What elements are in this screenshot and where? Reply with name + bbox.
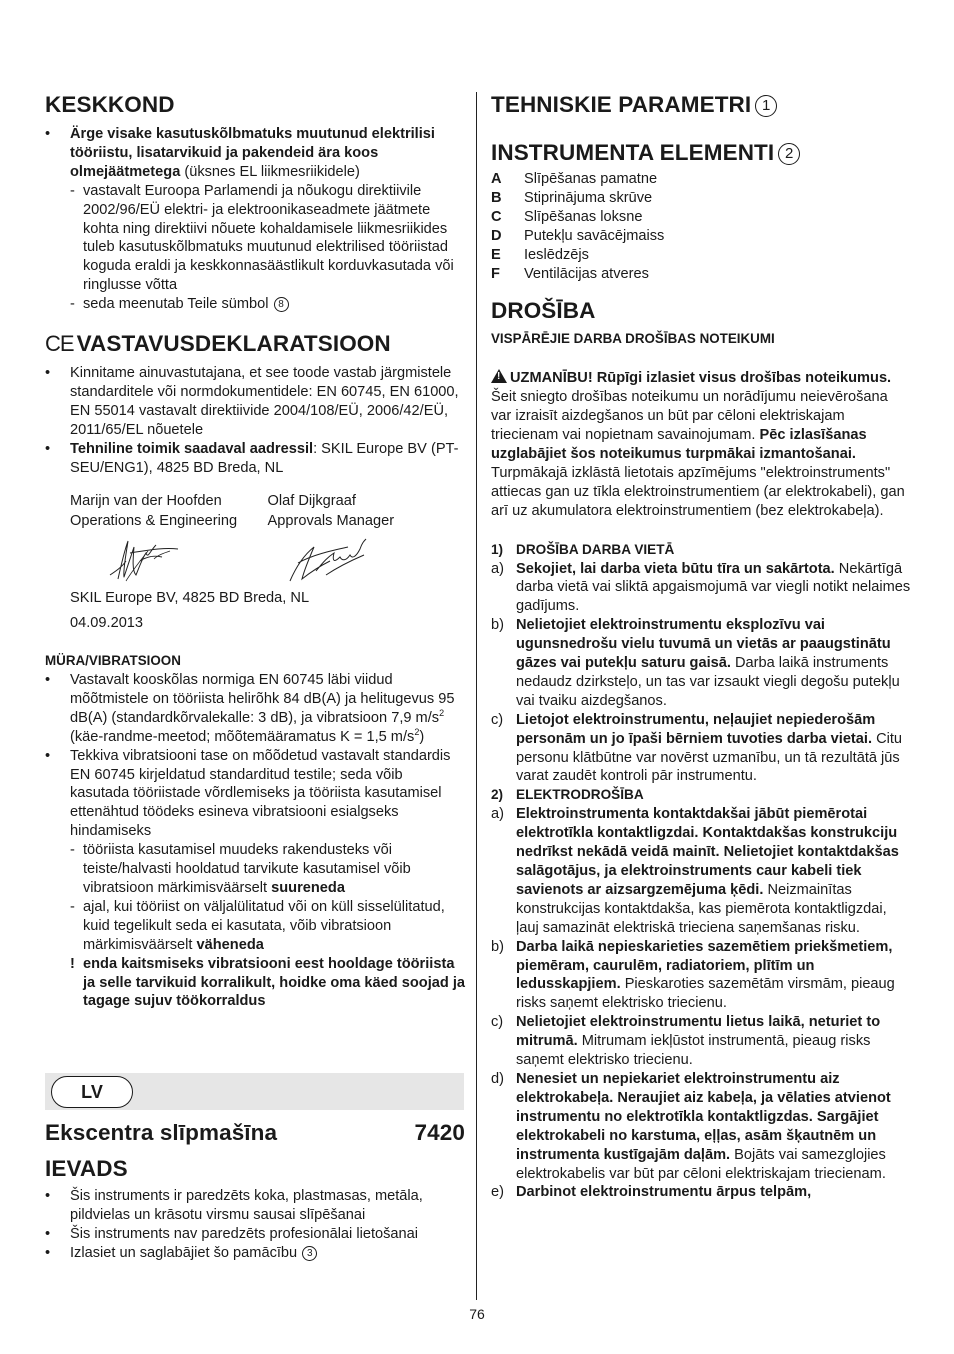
mura-dash-1-bold: suureneda <box>271 880 345 896</box>
bullet-mark: • <box>45 747 51 764</box>
section-title: ELEKTRODROŠĪBA <box>516 787 644 803</box>
exclamation-mark-icon: ! <box>70 955 75 972</box>
element-label: Slīpēšanas pamatne <box>524 171 658 187</box>
item-letter: e) <box>491 1184 504 1201</box>
element-letter: A <box>491 171 502 187</box>
keskkond-dash-1 <box>45 182 465 295</box>
item-bold: Darba laikā nepieskarieties sazemētiem priekšmetiem, piemēram, caurulēm, radiatoriem, plītīm un ledusskapjiem. <box>516 938 893 993</box>
list-item <box>491 170 911 189</box>
signature-1-image <box>70 531 190 589</box>
signatories <box>45 492 465 532</box>
left-column <box>45 88 465 1011</box>
section-1c <box>491 711 911 787</box>
section-1a <box>491 560 911 617</box>
declaration-date: 04.09.2013 <box>70 615 144 632</box>
signatory-2-name: Olaf Dijkgraaf <box>267 492 356 509</box>
section-2c <box>491 1013 911 1070</box>
mura-text-c: ) <box>419 728 425 745</box>
vastavus-title: VASTAVUSDEKLARATSIOON <box>76 331 391 357</box>
page-number: 76 <box>469 1306 485 1322</box>
vastavus-heading <box>45 331 465 357</box>
keskkond-dash-2 <box>45 295 465 314</box>
warning-text-2: Turpmākajā izklāstā lietotais apzīmējums "elektroinstruments" attiecas gan uz tīkla elektroinstrumentiem (ar elektrokabeli), gan arī uz akumulatora elektroinstrumentiem (bez elektrokabeļa). <box>491 464 905 519</box>
language-badge: LV <box>51 1076 133 1108</box>
warning-triangle-icon <box>491 369 507 383</box>
element-label: Ventilācijas atveres <box>524 265 649 282</box>
dash-mark: - <box>70 898 75 915</box>
item-text: Citu personu klātbūtne var novērst uzmanību, un tā rezultātā jūs varat zaudēt kontroli pār instrumentu. <box>516 730 903 785</box>
element-letter: F <box>491 265 500 282</box>
ievads-heading: IEVADS <box>45 1156 128 1181</box>
keskkond-heading: KESKKOND <box>45 92 175 117</box>
ce-mark-icon: CE <box>45 331 74 357</box>
bullet-mark: • <box>45 440 51 457</box>
keskkond-bullet-1 <box>45 125 465 182</box>
tech-params-heading <box>491 92 911 118</box>
circled-number-1-icon: 1 <box>755 95 777 117</box>
item-letter: a) <box>491 560 504 577</box>
section-2a <box>491 805 911 937</box>
warning-bold-1: UZMANĪBU! Rūpīgi izlasiet visus drošības noteikumus. <box>510 370 892 387</box>
mura-bullet-2 <box>45 747 465 842</box>
item-letter: b) <box>491 938 504 955</box>
dash-mark: - <box>70 296 75 313</box>
signatory-1-role: Operations & Engineering <box>70 513 238 530</box>
element-letter: D <box>491 227 502 244</box>
vastavus-rest-text: : SKIL Europe BV (PT-SEU/ENG1), 4825 BD Breda, NL <box>70 440 459 476</box>
mura-exclamation-text: enda kaitsmiseks vibratsiooni eest hooldage tööriista ja selle tarvikuid korralikult, hoidke oma käed soojad ja tagage sujuv töökorraldus <box>83 955 466 1010</box>
drosiba-heading: DROŠĪBA <box>491 298 596 324</box>
item-letter: b) <box>491 617 504 634</box>
product-name: Ekscentra slīpmašīna <box>45 1120 278 1145</box>
item-text: Bojāts vai samezglojies elektrokabelis var būt par cēloni elektriskajam triecienam. <box>516 1146 886 1182</box>
tech-params-title: TEHNISKIE PARAMETRI <box>491 92 752 117</box>
dash-mark: - <box>70 842 75 859</box>
item-bold: Nenesiet un nepiekariet elektroinstrumentu aiz elektrokabeļa. Neraujiet aiz kabeļa, ja vēlaties atvienot instrumentu no elektrotīkla kontaktligzdas. Sargājiet elektrokabeli no karstuma, eļļas, asām šķautnēm un instrumenta kustīgajām daļām. <box>516 1070 891 1163</box>
mura-dash-1-text: tööriista kasutamisel muudeks rakendusteks või teiste/halvasti hooldatud tarvikute kasutamisel võib vibratsioon märkimisväärselt <box>83 842 411 896</box>
section-2b <box>491 938 911 1014</box>
language-bar <box>45 1073 464 1110</box>
element-letter: B <box>491 189 502 206</box>
circled-number-8-icon: 8 <box>274 297 289 312</box>
general-safety-heading: VISPĀRĒJIE DARBA DROŠĪBAS NOTEIKUMI <box>491 331 775 347</box>
mura-bullet-1 <box>45 671 465 747</box>
bullet-mark: • <box>45 1244 51 1261</box>
signature-2-image <box>268 531 388 589</box>
keskkond-rest-text: (üksnes EL liikmesriikidele) <box>180 163 360 180</box>
list-item <box>491 265 911 284</box>
vastavus-bullet-1-text: Kinnitame ainuvastutajana, et see toode vastab järgmistele standarditele või normdokumentidele: EN 60745, EN 61000, EN 55014 vastavalt direktiivide 2004/108/EÜ, 2006/42/EÜ, 2011/65/EL nõuetele <box>70 365 459 438</box>
superscript: 2 <box>439 707 445 718</box>
section-2d <box>491 1070 911 1183</box>
elements-list <box>491 170 911 283</box>
superscript: 2 <box>414 726 420 737</box>
ievads-bullet-1-text: Šis instruments ir paredzēts koka, plastmasas, metāla, pildvielas un krāsotu virsmu sausai slīpēšanai <box>70 1188 423 1223</box>
ievads-bullet-2-text: Šis instruments nav paredzēts profesionālai lietošanai <box>70 1225 419 1242</box>
bullet-mark: • <box>45 1225 51 1242</box>
item-bold: Sekojiet, lai darba vieta būtu tīra un sakārtota. <box>516 560 835 577</box>
lv-intro <box>45 1120 465 1263</box>
keskkond-dash-1-text: vastavalt Euroopa Parlamendi ja nõukogu direktiivile 2002/96/EÜ elektri- ja elektroonikaseadmete jäätmete kohta ning direktiivi nõuete kohaldamisele liikmesriikides tuleb kasutuskõlbmatuks muutunud elektrilised tööriistad koguda eraldi ja keskkonnasäästlikult korduvkasutada või ringlusse võtta <box>83 182 454 294</box>
circled-number-3-icon: 3 <box>302 1246 317 1261</box>
warning-text-1: Šeit sniegto drošības noteikumu un norādījumu neievērošana var izraisīt aizdegšanos un būt par cēloni elektriskajam triecienam vai nopietnam savainojumam. <box>491 389 888 444</box>
keskkond-dash-2-text: seda meenutab Teile sümbol <box>83 296 269 313</box>
item-bold: Elektroinstrumenta kontaktdakšai jābūt piemērotai elektrotīkla kontaktligzdai. Kontaktdakšas konstrukciju nedrīkst nekādā veidā mainīt. Nelietojiet kontaktdakšas salāgotājus, ja elektroinstruments caur kabeli tiek savienots ar aizsargzemējuma ķēdi. <box>516 806 899 898</box>
bullet-mark: • <box>45 672 51 689</box>
column-divider <box>476 92 477 1300</box>
element-letter: C <box>491 208 502 225</box>
right-column <box>491 88 911 1202</box>
product-model: 7420 <box>414 1120 465 1145</box>
section-title: DROŠĪBA DARBA VIETĀ <box>516 541 675 557</box>
item-letter: c) <box>491 1014 504 1031</box>
item-text: Mitrumam iekļūstot instrumentā, pieaug risks saņemt elektrisko triecienu. <box>516 1033 871 1069</box>
warning-bold-2: Pēc izlasīšanas uzglabājiet šos noteikumus turpmākai izmantošanai. <box>491 427 867 462</box>
element-label: Stiprinājuma skrūve <box>524 189 653 206</box>
section-2e <box>491 1183 911 1202</box>
item-bold: Darbinot elektroinstrumentu ārpus telpām, <box>516 1184 812 1201</box>
vastavus-bullet-1 <box>45 364 465 440</box>
dash-mark: - <box>70 182 75 199</box>
bullet-mark: • <box>45 365 51 382</box>
item-text: Pieskaroties sazemētām virsmām, pieaug risks saņemt elektrisko triecienu. <box>516 976 895 1012</box>
item-letter: c) <box>491 711 504 728</box>
item-bold: Lietojot elektroinstrumentu, neļaujiet nepiederošām personām un jo īpaši bērniem tuvoties darba vietai. <box>516 711 876 747</box>
mura-dash-2-bold: väheneda <box>196 936 264 953</box>
section-1b <box>491 616 911 711</box>
mura-heading: MÜRA/VIBRATSIOON <box>45 653 181 669</box>
item-text: Darba laikā instruments nedaudz dzirksteļo, un tas var izsaukt viegli degošu putekļu vai tvaiku aizdegšanos. <box>516 655 900 709</box>
bullet-mark: • <box>45 126 51 142</box>
company-address: SKIL Europe BV, 4825 BD Breda, NL <box>70 590 310 607</box>
instrument-elements-heading <box>491 140 911 166</box>
mura-text-b: (käe-randme-meetod; mõõtemääramatus K = 1,5 m/s <box>70 728 415 745</box>
keskkond-bold-text: Ärge visake kasutuskõlbmatuks muutunud elektrilisi tööriistu, lisatarvikuid ja pakendeid ära koos olmejäätmetega <box>70 126 435 180</box>
mura-text-a: Vastavalt kooskõlas normiga EN 60745 läbi viidud mõõtmistele on tööriista helirõhk 84 dB(A) ja helitugevus 95 dB(A) (standardkõrvalekalle: 3 dB), ja vibratsioon 7,9 m/s <box>70 672 455 726</box>
instrument-elements-title: INSTRUMENTA ELEMENTI <box>491 140 775 165</box>
element-label: Slīpēšanas loksne <box>524 208 643 225</box>
vastavus-bold-text: Tehniline toimik saadaval aadressil <box>70 440 314 457</box>
vastavus-bullet-2 <box>45 440 465 478</box>
item-bold: Nelietojiet elektroinstrumentu lietus laikā, neturiet to mitrumā. <box>516 1014 881 1050</box>
ievads-bullet-2 <box>45 1225 465 1244</box>
signature-images <box>45 531 465 589</box>
section-number: 2) <box>491 787 504 803</box>
mura-dash-1 <box>45 841 465 898</box>
bullet-mark: • <box>45 1188 51 1204</box>
ievads-bullet-1 <box>45 1187 465 1225</box>
mura-bullet-2-text: Tekkiva vibratsiooni tase on mõõdetud vastavalt standardis EN 60745 kirjeldatud standarditud testile; seda võib kasutada tööriistade võrdlemiseks ja tööriista kasutamisel ettenähtud töödeks esineva vibratsiooni esialgseks hindamiseks <box>70 747 451 840</box>
section-2-heading <box>491 786 911 805</box>
ievads-bullet-3 <box>45 1244 465 1263</box>
item-bold: Nelietojiet elektroinstrumentu eksplozīvu vai ugunsnedrošu vielu tuvumā un vietās ar paaugstinātu gāzes vai putekļu saturu gaisā. <box>516 617 891 672</box>
section-number: 1) <box>491 541 504 557</box>
warning-paragraph <box>491 369 911 520</box>
list-item <box>491 208 911 227</box>
signatory-2-role: Approvals Manager <box>267 513 395 530</box>
circled-number-2-icon: 2 <box>778 143 800 165</box>
item-letter: a) <box>491 806 504 823</box>
item-text: Nekārtīgā darba vietā vai sliktā apgaismojumā var viegli notikt nelaimes gadījums. <box>516 560 911 615</box>
list-item <box>491 227 911 246</box>
signatory-1-name: Marijn van der Hoofden <box>70 492 222 509</box>
element-letter: E <box>491 246 501 263</box>
element-label: Ieslēdzējs <box>524 246 589 263</box>
mura-dash-2-text: ajal, kui tööriist on väljalülitatud või on küll sisselülitatud, kuid tegelikult seda ei kasutata, võib vibratsioon märkimisväärselt <box>83 898 445 953</box>
item-text: Neizmainītas konstrukcijas kontaktdakša, kas piemērota kontaktligzdai, ļauj samazināt elektriskā trieciena saņemšanas risku. <box>516 881 887 936</box>
ievads-bullet-3-text: Izlasiet un saglabājiet šo pamācību <box>70 1244 298 1261</box>
section-1-heading <box>491 541 911 560</box>
list-item <box>491 189 911 208</box>
mura-exclamation <box>45 955 465 1012</box>
item-letter: d) <box>491 1070 504 1087</box>
element-label: Putekļu savācējmaiss <box>524 227 665 244</box>
mura-dash-2 <box>45 898 465 955</box>
list-item <box>491 246 911 265</box>
